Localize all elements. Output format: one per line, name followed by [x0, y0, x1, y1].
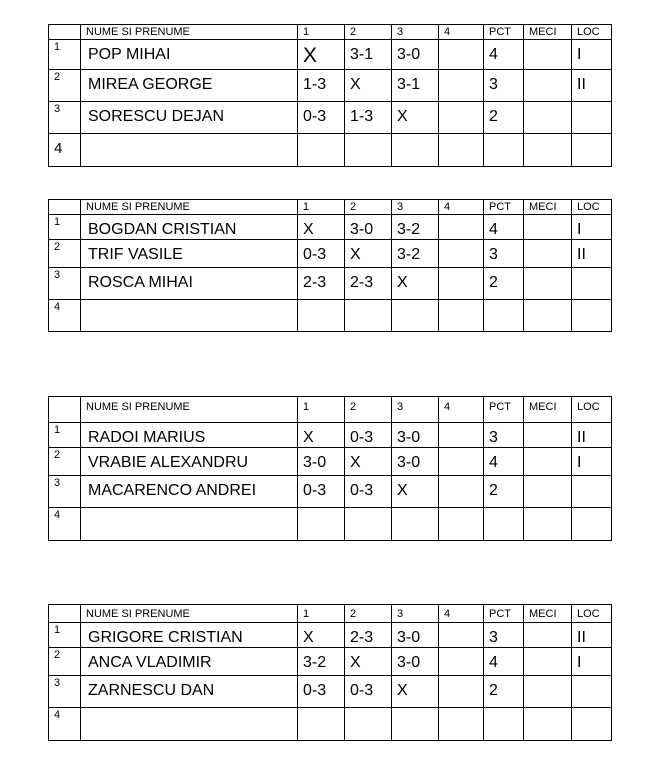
table-row [49, 648, 612, 676]
result-vs-4 [439, 648, 484, 676]
result-vs-1: 1-3 [298, 70, 345, 102]
row-number: 3 [49, 676, 81, 708]
row-number: 1 [49, 40, 81, 70]
matches [524, 215, 572, 240]
header-col-4: 4 [439, 397, 484, 423]
row-number: 2 [49, 240, 81, 268]
header-col-2: 2 [345, 605, 392, 623]
row-number: 4 [49, 134, 81, 167]
table-row [49, 215, 612, 240]
result-vs-1: 2-3 [298, 268, 345, 300]
header-col-1: 1 [298, 200, 345, 215]
header-name: NUME SI PRENUME [81, 397, 298, 423]
player-name: MIREA GEORGE [81, 70, 298, 102]
result-vs-4 [439, 134, 484, 167]
matches [524, 676, 572, 708]
table-row [49, 448, 612, 476]
group-table-4 [48, 604, 612, 741]
header-name: NUME SI PRENUME [81, 605, 298, 623]
result-vs-2: X [345, 448, 392, 476]
result-vs-3 [392, 134, 439, 167]
header-col-4: 4 [439, 200, 484, 215]
result-vs-4 [439, 240, 484, 268]
matches [524, 134, 572, 167]
place [572, 268, 612, 300]
result-vs-2: X [345, 240, 392, 268]
points: 3 [484, 623, 524, 648]
points: 2 [484, 268, 524, 300]
header-nr-cell [49, 397, 81, 423]
result-vs-2: 2-3 [345, 268, 392, 300]
player-name: GRIGORE CRISTIAN [81, 623, 298, 648]
points: 2 [484, 676, 524, 708]
result-vs-3: X [392, 476, 439, 508]
header-col-1: 1 [298, 605, 345, 623]
row-number: 2 [49, 70, 81, 102]
header-meci: MECI [524, 397, 572, 423]
result-vs-4 [439, 70, 484, 102]
row-number: 3 [49, 268, 81, 300]
place [572, 476, 612, 508]
result-vs-4 [439, 676, 484, 708]
table-row [49, 102, 612, 134]
table-row [49, 70, 612, 102]
header-nr-cell [49, 25, 81, 40]
table-header-row [49, 605, 612, 623]
row-number: 4 [49, 508, 81, 541]
header-col-2: 2 [345, 25, 392, 40]
result-vs-3: 3-0 [392, 623, 439, 648]
header-loc: LOC [572, 25, 612, 40]
row-number: 3 [49, 102, 81, 134]
table-header-row [49, 25, 612, 40]
points: 3 [484, 240, 524, 268]
result-vs-4 [439, 102, 484, 134]
result-vs-3: 3-0 [392, 40, 439, 70]
result-vs-3: 3-2 [392, 215, 439, 240]
table-row [49, 240, 612, 268]
result-vs-2: X [345, 648, 392, 676]
result-vs-1 [298, 508, 345, 541]
header-col-4: 4 [439, 25, 484, 40]
result-vs-1: X [298, 215, 345, 240]
result-vs-4 [439, 708, 484, 741]
row-number: 2 [49, 448, 81, 476]
player-name: MACARENCO ANDREI [81, 476, 298, 508]
result-vs-2: X [345, 70, 392, 102]
result-vs-3: X [392, 676, 439, 708]
player-name: BOGDAN CRISTIAN [81, 215, 298, 240]
header-pct: PCT [484, 397, 524, 423]
result-vs-2: 2-3 [345, 623, 392, 648]
result-vs-2 [345, 300, 392, 332]
matches [524, 40, 572, 70]
player-name [81, 300, 298, 332]
result-vs-1: 3-0 [298, 448, 345, 476]
header-nr-cell [49, 200, 81, 215]
place [572, 708, 612, 741]
result-vs-4 [439, 448, 484, 476]
result-vs-1: X [298, 423, 345, 448]
header-pct: PCT [484, 605, 524, 623]
points [484, 708, 524, 741]
header-name: NUME SI PRENUME [81, 25, 298, 40]
header-col-3: 3 [392, 605, 439, 623]
result-vs-2: 3-0 [345, 215, 392, 240]
result-vs-3: 3-1 [392, 70, 439, 102]
result-vs-3: 3-0 [392, 648, 439, 676]
table-row [49, 268, 612, 300]
result-vs-4 [439, 300, 484, 332]
place [572, 676, 612, 708]
points: 4 [484, 215, 524, 240]
header-pct: PCT [484, 25, 524, 40]
header-meci: MECI [524, 25, 572, 40]
result-vs-3 [392, 508, 439, 541]
result-vs-4 [439, 40, 484, 70]
result-vs-1 [298, 134, 345, 167]
result-vs-1: 0-3 [298, 476, 345, 508]
result-vs-4 [439, 215, 484, 240]
header-col-1: 1 [298, 397, 345, 423]
header-col-2: 2 [345, 397, 392, 423]
row-number: 4 [49, 708, 81, 741]
header-col-1: 1 [298, 25, 345, 40]
points [484, 508, 524, 541]
points: 4 [484, 40, 524, 70]
result-vs-4 [439, 476, 484, 508]
place: I [572, 448, 612, 476]
result-vs-1: 0-3 [298, 676, 345, 708]
result-vs-1 [298, 300, 345, 332]
result-vs-1: X [298, 40, 345, 70]
header-loc: LOC [572, 605, 612, 623]
player-name [81, 508, 298, 541]
row-number: 1 [49, 215, 81, 240]
player-name [81, 708, 298, 741]
matches [524, 508, 572, 541]
result-vs-4 [439, 268, 484, 300]
table-row [49, 40, 612, 70]
result-vs-2: 1-3 [345, 102, 392, 134]
result-vs-4 [439, 423, 484, 448]
matches [524, 102, 572, 134]
header-col-3: 3 [392, 200, 439, 215]
header-meci: MECI [524, 605, 572, 623]
place: I [572, 648, 612, 676]
result-vs-1: X [298, 623, 345, 648]
place: II [572, 423, 612, 448]
player-name: VRABIE ALEXANDRU [81, 448, 298, 476]
player-name: POP MIHAI [81, 40, 298, 70]
points: 2 [484, 476, 524, 508]
points [484, 300, 524, 332]
result-vs-2: 0-3 [345, 676, 392, 708]
table-row [49, 623, 612, 648]
place: II [572, 240, 612, 268]
points: 3 [484, 423, 524, 448]
header-loc: LOC [572, 200, 612, 215]
table-row [49, 676, 612, 708]
place [572, 300, 612, 332]
table-row [49, 508, 612, 541]
matches [524, 268, 572, 300]
matches [524, 70, 572, 102]
place [572, 102, 612, 134]
group-table-2 [48, 199, 612, 332]
header-name: NUME SI PRENUME [81, 200, 298, 215]
row-number: 2 [49, 648, 81, 676]
player-name: TRIF VASILE [81, 240, 298, 268]
result-vs-3 [392, 300, 439, 332]
place [572, 508, 612, 541]
result-vs-3 [392, 708, 439, 741]
player-name: SORESCU DEJAN [81, 102, 298, 134]
result-vs-2 [345, 508, 392, 541]
group-table-1 [48, 24, 612, 167]
header-nr-cell [49, 605, 81, 623]
table-header-row [49, 200, 612, 215]
result-vs-4 [439, 623, 484, 648]
table-row [49, 300, 612, 332]
header-pct: PCT [484, 200, 524, 215]
matches [524, 476, 572, 508]
matches [524, 648, 572, 676]
header-col-4: 4 [439, 605, 484, 623]
matches [524, 708, 572, 741]
points: 2 [484, 102, 524, 134]
header-col-3: 3 [392, 397, 439, 423]
table-header-row [49, 397, 612, 423]
place: II [572, 70, 612, 102]
row-number: 3 [49, 476, 81, 508]
points: 4 [484, 448, 524, 476]
row-number: 1 [49, 423, 81, 448]
player-name: ANCA VLADIMIR [81, 648, 298, 676]
group-table-3 [48, 396, 612, 541]
place: II [572, 623, 612, 648]
header-loc: LOC [572, 397, 612, 423]
player-name: ZARNESCU DAN [81, 676, 298, 708]
result-vs-3: X [392, 268, 439, 300]
place [572, 134, 612, 167]
table-row [49, 708, 612, 741]
matches [524, 448, 572, 476]
result-vs-4 [439, 508, 484, 541]
result-vs-2 [345, 708, 392, 741]
place: I [572, 215, 612, 240]
result-vs-2 [345, 134, 392, 167]
row-number: 1 [49, 623, 81, 648]
result-vs-3: 3-2 [392, 240, 439, 268]
result-vs-2: 0-3 [345, 476, 392, 508]
table-row [49, 476, 612, 508]
matches [524, 423, 572, 448]
result-vs-1 [298, 708, 345, 741]
table-row [49, 134, 612, 167]
result-vs-1: 0-3 [298, 240, 345, 268]
player-name: RADOI MARIUS [81, 423, 298, 448]
result-vs-1: 3-2 [298, 648, 345, 676]
points: 3 [484, 70, 524, 102]
result-vs-3: X [392, 102, 439, 134]
result-vs-3: 3-0 [392, 448, 439, 476]
points [484, 134, 524, 167]
result-vs-2: 3-1 [345, 40, 392, 70]
result-vs-2: 0-3 [345, 423, 392, 448]
matches [524, 240, 572, 268]
table-row [49, 423, 612, 448]
result-vs-1: 0-3 [298, 102, 345, 134]
place: I [572, 40, 612, 70]
row-number: 4 [49, 300, 81, 332]
matches [524, 623, 572, 648]
player-name [81, 134, 298, 167]
points: 4 [484, 648, 524, 676]
player-name: ROSCA MIHAI [81, 268, 298, 300]
header-meci: MECI [524, 200, 572, 215]
header-col-3: 3 [392, 25, 439, 40]
header-col-2: 2 [345, 200, 392, 215]
result-vs-3: 3-0 [392, 423, 439, 448]
matches [524, 300, 572, 332]
